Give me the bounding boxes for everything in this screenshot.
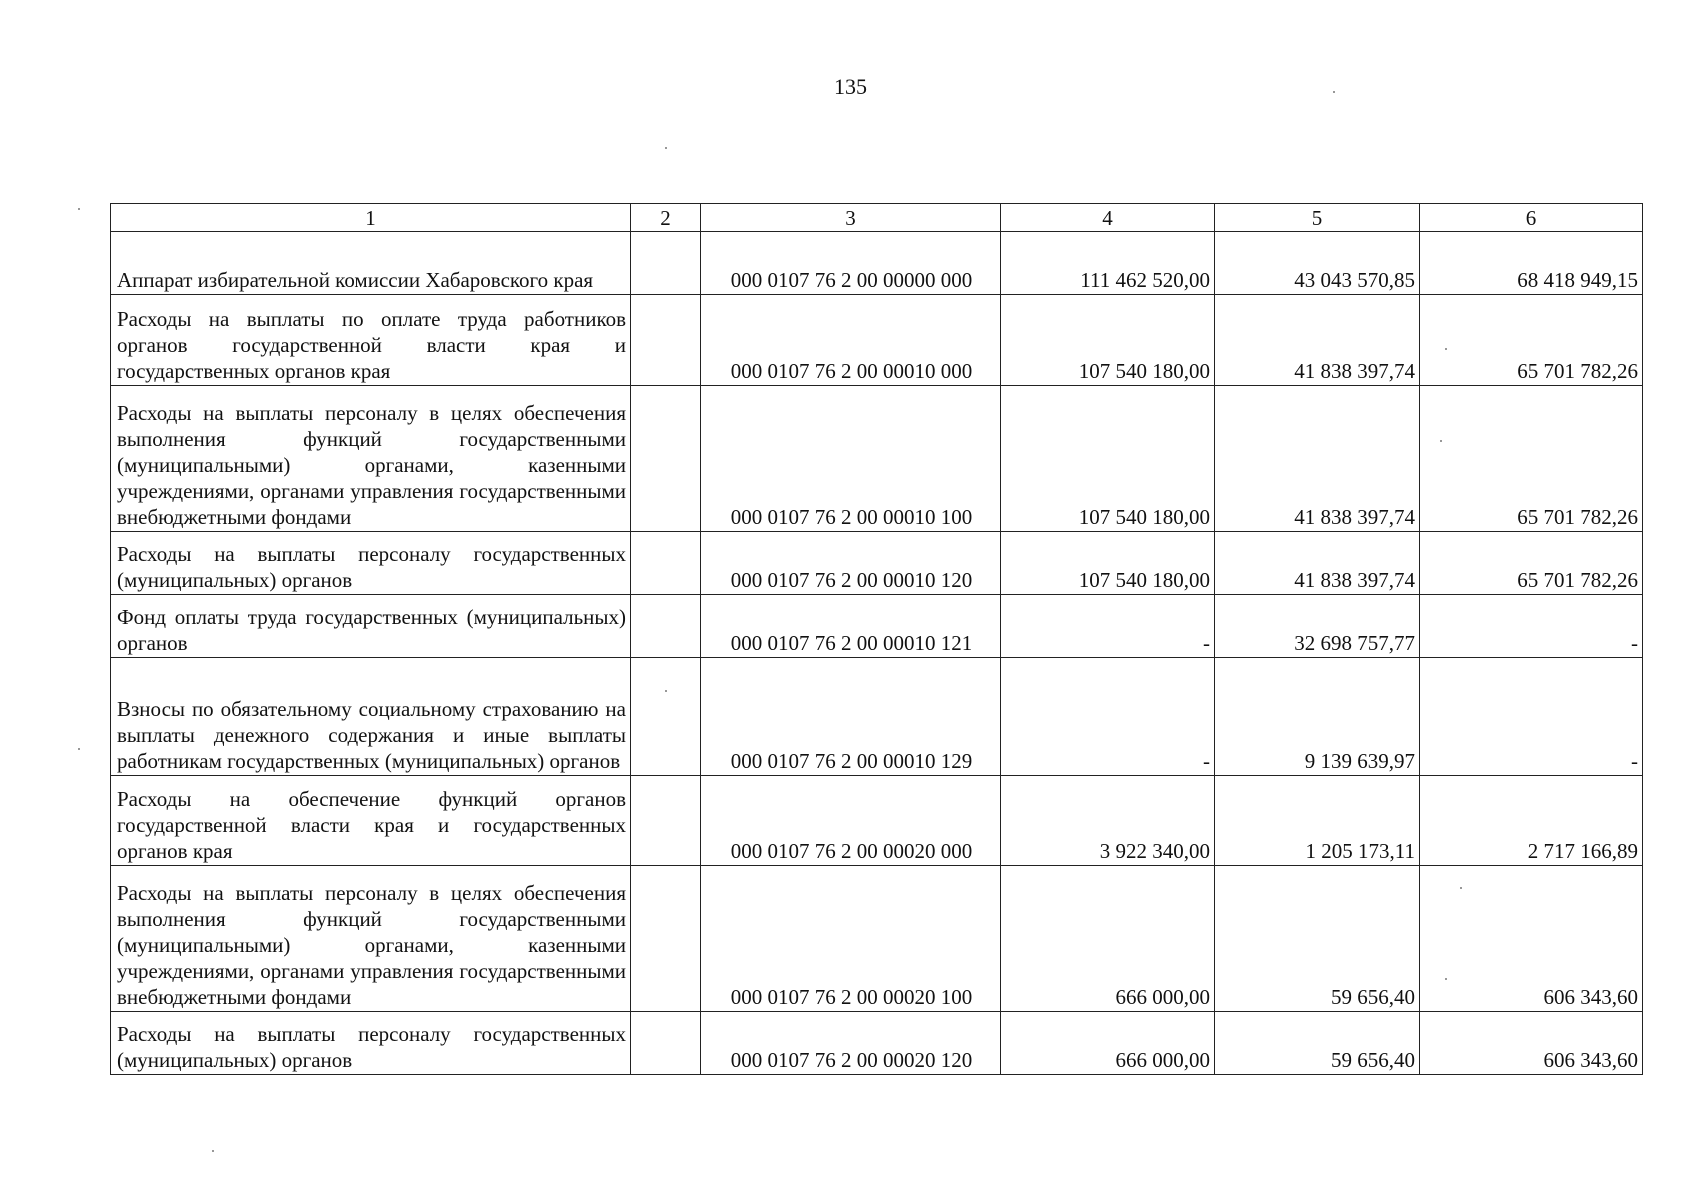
scan-speck — [78, 748, 80, 750]
row-col5: 43 043 570,85 — [1215, 232, 1420, 295]
row-col6: - — [1420, 595, 1643, 658]
row-col4: 107 540 180,00 — [1001, 532, 1215, 595]
row-col5: 9 139 639,97 — [1215, 658, 1420, 776]
header-col-3: 3 — [701, 204, 1001, 232]
header-col-4: 4 — [1001, 204, 1215, 232]
row-col4: - — [1001, 595, 1215, 658]
row-col4: 3 922 340,00 — [1001, 776, 1215, 866]
row-col5: 59 656,40 — [1215, 866, 1420, 1012]
row-col4: 666 000,00 — [1001, 1012, 1215, 1075]
row-col6: 2 717 166,89 — [1420, 776, 1643, 866]
row-code: 000 0107 76 2 00 00010 000 — [701, 295, 1001, 386]
table-row — [111, 595, 1643, 658]
row-name: Взносы по обязательному социальному страхованию на выплаты денежного содержания и иные выплаты работникам государственных (муниципальных) органов — [111, 658, 631, 776]
scan-speck — [212, 1150, 214, 1152]
row-name: Расходы на выплаты персоналу государственных (муниципальных) органов — [111, 532, 631, 595]
row-col2 — [631, 595, 701, 658]
header-col-1: 1 — [111, 204, 631, 232]
row-col5: 41 838 397,74 — [1215, 295, 1420, 386]
row-code: 000 0107 76 2 00 00020 120 — [701, 1012, 1001, 1075]
row-col5: 1 205 173,11 — [1215, 776, 1420, 866]
table-row — [111, 1012, 1643, 1075]
scan-speck — [665, 147, 667, 149]
row-col5: 41 838 397,74 — [1215, 386, 1420, 532]
table-row — [111, 776, 1643, 866]
row-col6: 606 343,60 — [1420, 1012, 1643, 1075]
scan-speck — [78, 208, 80, 210]
row-col5: 59 656,40 — [1215, 1012, 1420, 1075]
row-col4: 111 462 520,00 — [1001, 232, 1215, 295]
header-col-5: 5 — [1215, 204, 1420, 232]
row-col2 — [631, 658, 701, 776]
table-row — [111, 658, 1643, 776]
row-col6: 65 701 782,26 — [1420, 295, 1643, 386]
row-col2 — [631, 532, 701, 595]
row-col4: 666 000,00 — [1001, 866, 1215, 1012]
row-code: 000 0107 76 2 00 00010 129 — [701, 658, 1001, 776]
row-col6: 606 343,60 — [1420, 866, 1643, 1012]
row-code: 000 0107 76 2 00 00010 100 — [701, 386, 1001, 532]
row-name: Расходы на выплаты персоналу в целях обеспечения выполнения функций государственными (муниципальными) органами, казенными учреждениями, органами управления государственными внебюджетными фондами — [111, 386, 631, 532]
row-col6: 68 418 949,15 — [1420, 232, 1643, 295]
row-col2 — [631, 232, 701, 295]
row-col2 — [631, 1012, 701, 1075]
row-col5: 41 838 397,74 — [1215, 532, 1420, 595]
row-col6: 65 701 782,26 — [1420, 386, 1643, 532]
row-col6: - — [1420, 658, 1643, 776]
table-row — [111, 386, 1643, 532]
row-col2 — [631, 866, 701, 1012]
table-row — [111, 532, 1643, 595]
row-code: 000 0107 76 2 00 00000 000 — [701, 232, 1001, 295]
page-number: 135 — [834, 74, 867, 99]
row-col2 — [631, 386, 701, 532]
row-col2 — [631, 295, 701, 386]
row-name: Расходы на выплаты по оплате труда работников органов государственной власти края и государственных органов края — [111, 295, 631, 386]
table-row — [111, 232, 1643, 295]
row-col4: - — [1001, 658, 1215, 776]
table-row — [111, 295, 1643, 386]
table-row — [111, 866, 1643, 1012]
row-code: 000 0107 76 2 00 00010 120 — [701, 532, 1001, 595]
row-col5: 32 698 757,77 — [1215, 595, 1420, 658]
row-col4: 107 540 180,00 — [1001, 386, 1215, 532]
row-name: Фонд оплаты труда государственных (муниципальных) органов — [111, 595, 631, 658]
row-col4: 107 540 180,00 — [1001, 295, 1215, 386]
row-code: 000 0107 76 2 00 00020 000 — [701, 776, 1001, 866]
row-col2 — [631, 776, 701, 866]
row-name: Расходы на обеспечение функций органов государственной власти края и государственных органов края — [111, 776, 631, 866]
header-col-2: 2 — [631, 204, 701, 232]
header-col-6: 6 — [1420, 204, 1643, 232]
row-name: Расходы на выплаты персоналу в целях обеспечения выполнения функций государственными (муниципальными) органами, казенными учреждениями, органами управления государственными внебюджетными фондами — [111, 866, 631, 1012]
header-row — [111, 204, 1643, 232]
row-name: Расходы на выплаты персоналу государственных (муниципальных) органов — [111, 1012, 631, 1075]
row-col6: 65 701 782,26 — [1420, 532, 1643, 595]
row-name: Аппарат избирательной комиссии Хабаровского края — [111, 232, 631, 295]
budget-table — [110, 203, 1643, 1075]
row-code: 000 0107 76 2 00 00010 121 — [701, 595, 1001, 658]
scan-speck — [1333, 91, 1335, 93]
row-code: 000 0107 76 2 00 00020 100 — [701, 866, 1001, 1012]
